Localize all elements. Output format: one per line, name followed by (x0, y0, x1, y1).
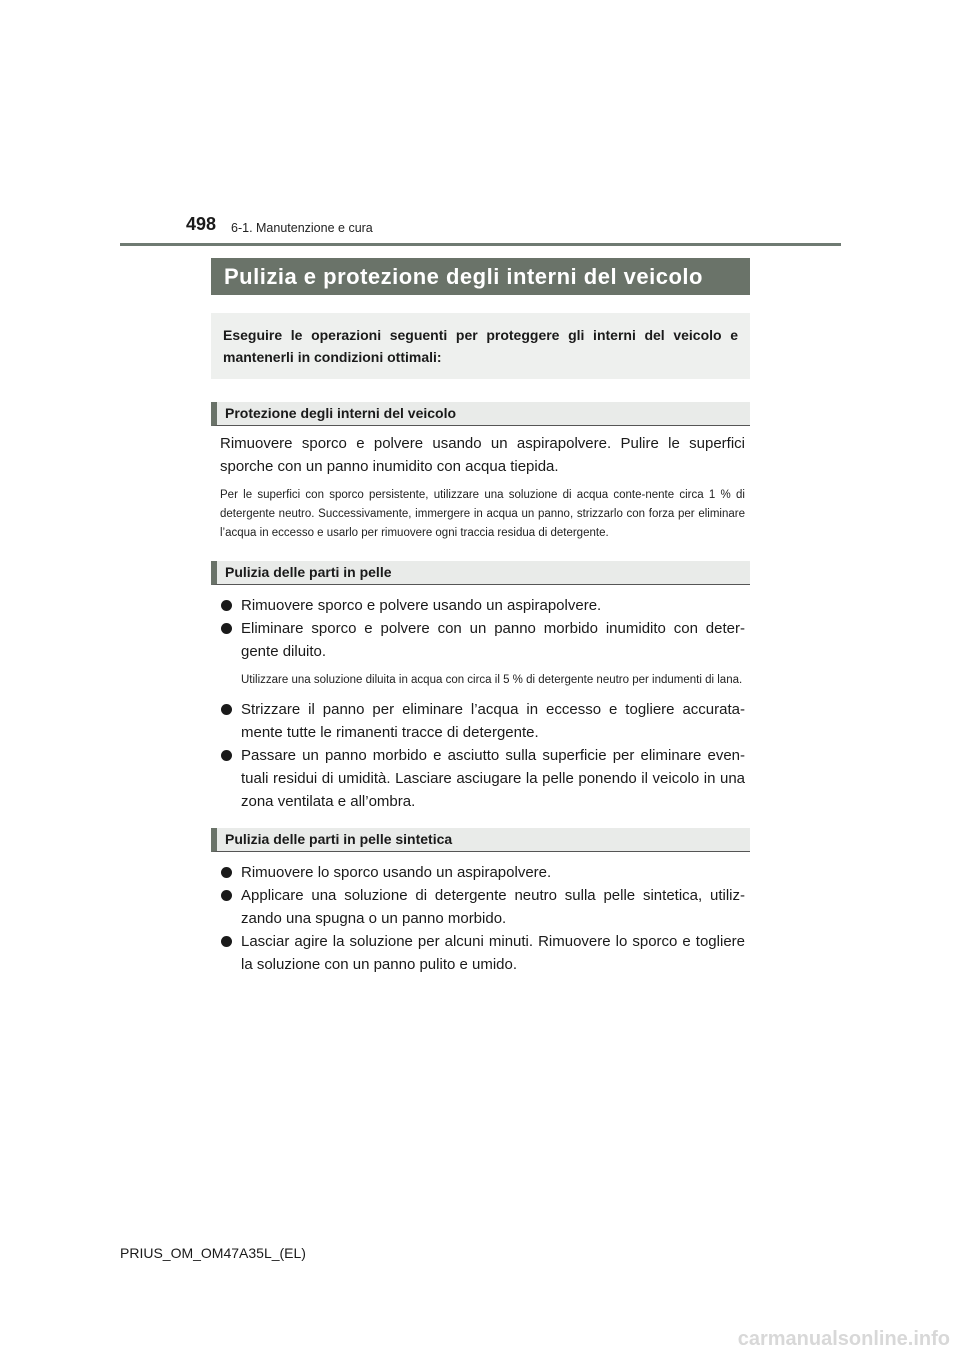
section-heading-synthetic-leather: Pulizia delle parti in pelle sintetica (211, 828, 750, 852)
list-item (220, 861, 745, 884)
page-title: Pulizia e protezione degli interni del veicolo (211, 258, 750, 295)
watermark: carmanualsonline.info (737, 1328, 950, 1350)
list-item (220, 594, 745, 617)
list-item-text: Lasciar agire la soluzione per alcuni minuti. Rimuovere lo sporco e togliere la soluzione con un panno pulito e umido. (241, 933, 745, 973)
section-reference: 6-1. Manutenzione e cura (231, 221, 373, 235)
leather-note: Utilizzare una soluzione diluita in acqua con circa il 5 % di detergente neutro per indumenti di lana. (241, 674, 743, 686)
section-note-protection: Per le superfici con sporco persistente, utilizzare una soluzione di acqua conte-nente circa 1 % di detergente neutro. Successivamente, immergere in acqua un panno, strizzarlo con forza per eliminare l’acqua in eccesso e usarlo per rimuovere ogni traccia residua di detergente. (220, 489, 745, 539)
intro-box: Eseguire le operazioni seguenti per proteggere gli interni del veicolo e mantenerli in condizioni ottimali: (211, 313, 750, 379)
page-header (0, 0, 960, 250)
bullet-icon (221, 704, 232, 715)
section-heading-protection: Protezione degli interni del veicolo (211, 402, 750, 426)
list-item (220, 617, 745, 690)
list-item-text: Applicare una soluzione di detergente neutro sulla pelle sintetica, utiliz-zando una spugna o un panno morbido. (241, 887, 745, 927)
synthetic-leather-bullet-list (220, 861, 745, 976)
list-item (220, 698, 745, 744)
list-item-text: Rimuovere lo sporco usando un aspirapolvere. (241, 864, 552, 881)
list-item-text: Rimuovere sporco e polvere usando un aspirapolvere. (241, 597, 602, 614)
list-item (220, 930, 745, 976)
section-heading-leather: Pulizia delle parti in pelle (211, 561, 750, 585)
list-item-text: Passare un panno morbido e asciutto sulla superficie per eliminare even-tuali residui di umidità. Lasciare asciugare la pelle ponendo il veicolo in una zona ventilata e all’ombra. (241, 747, 745, 810)
list-item (220, 884, 745, 930)
bullet-icon (221, 867, 232, 878)
header-divider (120, 243, 841, 246)
bullet-icon (221, 890, 232, 901)
list-item (220, 744, 745, 813)
page-number: 498 (186, 214, 217, 234)
list-item-text: Eliminare sporco e polvere con un panno morbido inumidito con deter-gente diluito. (241, 620, 745, 660)
page-content (211, 258, 750, 976)
list-item-text: Strizzare il panno per eliminare l’acqua in eccesso e togliere accurata-mente tutte le rimanenti tracce di detergente. (241, 701, 745, 741)
section-body-protection: Rimuovere sporco e polvere usando un aspirapolvere. Pulire le superfici sporche con un panno inumidito con acqua tiepida. (220, 435, 745, 475)
bullet-icon (221, 936, 232, 947)
bullet-icon (221, 600, 232, 611)
bullet-icon (221, 623, 232, 634)
leather-bullet-list (220, 594, 745, 813)
bullet-icon (221, 750, 232, 761)
document-code: PRIUS_OM_OM47A35L_(EL) (120, 1245, 306, 1261)
